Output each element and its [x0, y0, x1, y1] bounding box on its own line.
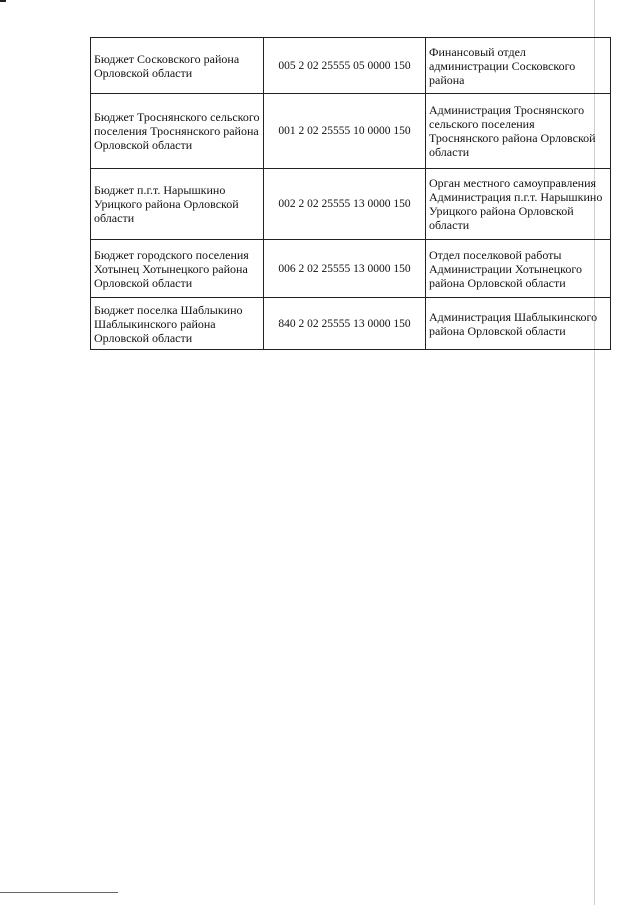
code-cell: 006 2 02 25555 13 0000 150 — [264, 240, 426, 298]
code-cell: 002 2 02 25555 13 0000 150 — [264, 169, 426, 240]
table-row — [91, 169, 611, 240]
administrator-cell: Администрация Троснянского сельского поселения Троснянского района Орловской области — [426, 94, 611, 169]
scan-bottom-line — [0, 892, 118, 893]
table-row — [91, 298, 611, 350]
scan-corner-mark — [0, 0, 6, 2]
code-cell: 001 2 02 25555 10 0000 150 — [264, 94, 426, 169]
administrator-cell: Орган местного самоуправления Администрация п.г.т. Нарышкино Урицкого района Орловской области — [426, 169, 611, 240]
budget-table — [90, 37, 611, 350]
code-cell: 005 2 02 25555 05 0000 150 — [264, 38, 426, 94]
budget-cell: Бюджет п.г.т. Нарышкино Урицкого района Орловской области — [91, 169, 264, 240]
administrator-cell: Финансовый отдел администрации Сосковского района — [426, 38, 611, 94]
code-cell: 840 2 02 25555 13 0000 150 — [264, 298, 426, 350]
budget-cell: Бюджет городского поселения Хотынец Хотынецкого района Орловской области — [91, 240, 264, 298]
administrator-cell: Отдел поселковой работы Администрации Хотынецкого района Орловской области — [426, 240, 611, 298]
administrator-cell: Администрация Шаблыкинского района Орловской области — [426, 298, 611, 350]
budget-cell: Бюджет Сосковского района Орловской области — [91, 38, 264, 94]
table-row — [91, 94, 611, 169]
table-row — [91, 38, 611, 94]
table-row — [91, 240, 611, 298]
budget-cell: Бюджет поселка Шаблыкино Шаблыкинского района Орловской области — [91, 298, 264, 350]
budget-cell: Бюджет Троснянского сельского поселения Троснянского района Орловской области — [91, 94, 264, 169]
